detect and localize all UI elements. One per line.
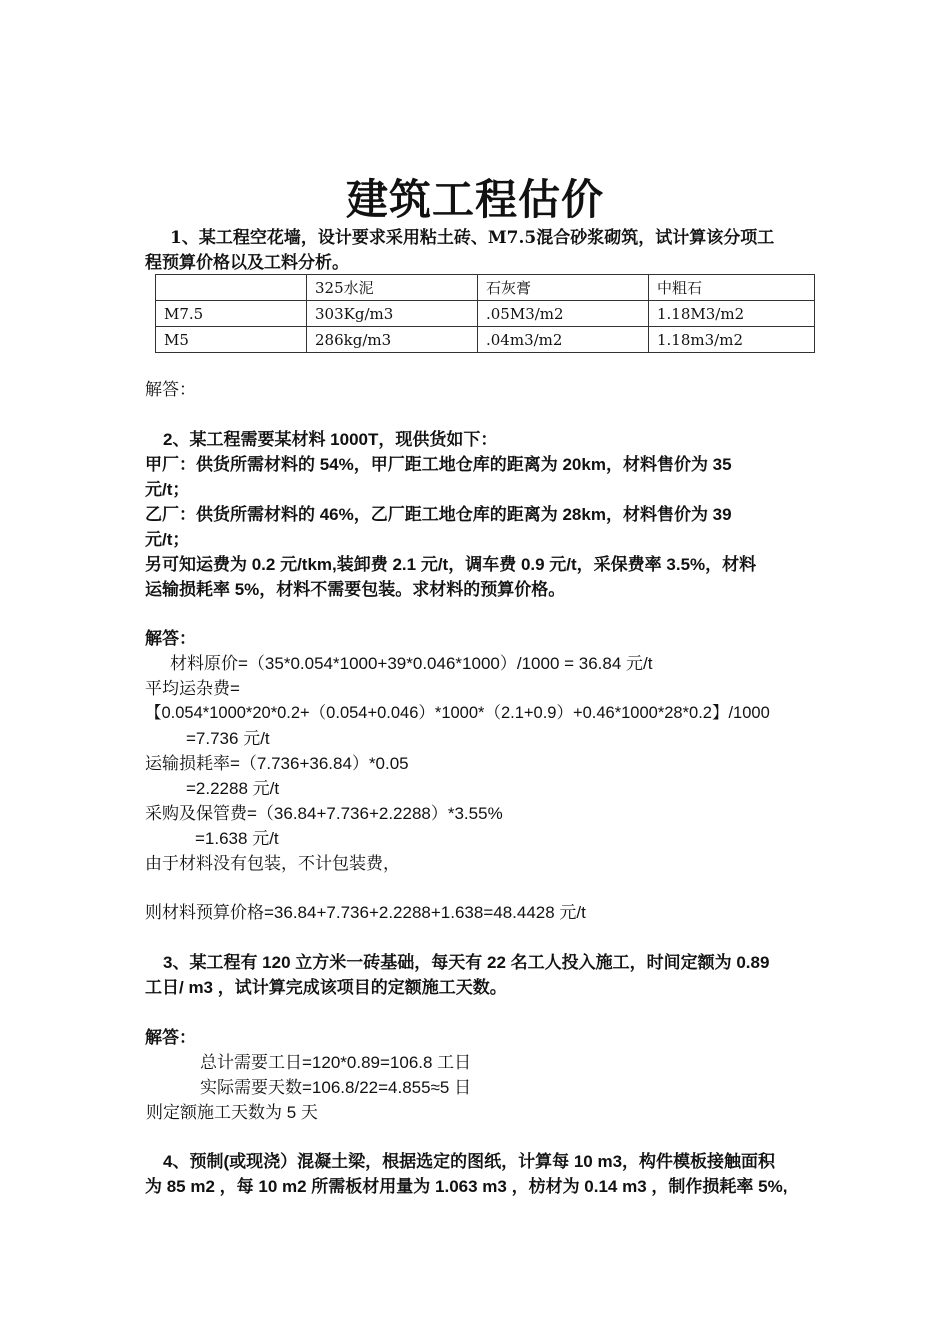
q1-answer-label: 解答： <box>145 380 196 400</box>
q2-answer-line: 运输损耗率=（7.736+36.84）*0.05 <box>145 754 409 773</box>
q3-answer-label: 解答： <box>145 1028 196 1047</box>
q3-text-line-1: 3、某工程有 120 立方米一砖基础，每天有 22 名工人投入施工，时间定额为 0.89 <box>163 953 770 972</box>
table-cell: 286kg/m3 <box>307 327 478 353</box>
table-header-cell: 中粗石 <box>649 275 815 301</box>
q2-answer-line: 则材料预算价格=36.84+7.736+2.2288+1.638=48.4428 元/t <box>145 903 586 922</box>
q2-answer-line: 采购及保管费=（36.84+7.736+2.2288）*3.55% <box>145 804 503 823</box>
q2-answer-line: 平均运杂费= <box>145 679 240 698</box>
q3-answer-line: 实际需要天数=106.8/22=4.855≈5 日 <box>200 1078 472 1097</box>
table-cell: 1.18m3/m2 <box>649 327 815 353</box>
table-cell: M7.5 <box>156 301 307 327</box>
q1-text-line-1: 1、某工程空花墙，设计要求采用粘土砖、M7.5混合砂浆砌筑，试计算该分项工 <box>170 228 775 248</box>
q2-text-line-6: 另可知运费为 0.2 元/tkm,装卸费 2.1 元/t，调车费 0.9 元/t，采保费率 3.5%，材料 <box>145 555 757 574</box>
q1-text-line-2: 程预算价格以及工料分析。 <box>145 253 349 273</box>
table-cell: 303Kg/m3 <box>307 301 478 327</box>
q2-answer-label: 解答： <box>145 629 196 648</box>
table-cell: .05M3/m2 <box>478 301 649 327</box>
q2-answer-line: =2.2288 元/t <box>186 779 280 798</box>
q2-text-line-5: 元/t； <box>145 530 190 549</box>
q2-answer-line: 材料原价=（35*0.054*1000+39*0.046*1000）/1000 = 36.84 元/t <box>170 654 653 673</box>
q2-answer-line: 由于材料没有包装，不计包装费， <box>145 854 400 873</box>
document-title: 建筑工程估价 <box>345 175 604 224</box>
table-cell: 1.18M3/m2 <box>649 301 815 327</box>
q2-text-line-4: 乙厂：供货所需材料的 46%，乙厂距工地仓库的距离为 28km，材料售价为 39 <box>145 505 732 524</box>
mix-ratio-table <box>155 274 815 353</box>
q4-text-line-1: 4、预制(或现浇）混凝土梁，根据选定的图纸，计算每 10 m3，构件模板接触面积 <box>163 1152 776 1171</box>
table-header-row <box>156 275 815 301</box>
table-header-cell: 石灰膏 <box>478 275 649 301</box>
table-header-cell: 325水泥 <box>307 275 478 301</box>
q2-text-line-3: 元/t； <box>145 480 190 499</box>
q2-answer-line: =7.736 元/t <box>186 729 270 748</box>
q2-text-line-7: 运输损耗率 5%，材料不需要包装。求材料的预算价格。 <box>145 580 566 599</box>
table-header-cell <box>156 275 307 301</box>
q3-answer-line: 总计需要工日=120*0.89=106.8 工日 <box>200 1053 472 1072</box>
q2-text-line-2: 甲厂：供货所需材料的 54%，甲厂距工地仓库的距离为 20km，材料售价为 35 <box>145 455 732 474</box>
q2-text-line-1: 2、某工程需要某材料 1000T，现供货如下： <box>163 430 498 449</box>
q3-answer-line: 则定额施工天数为 5 天 <box>146 1103 318 1122</box>
table-cell: .04m3/m2 <box>478 327 649 353</box>
table-row <box>156 301 815 327</box>
q3-text-line-2: 工日/ m3 ，试计算完成该项目的定额施工天数。 <box>145 978 507 997</box>
table-cell: M5 <box>156 327 307 353</box>
table-row <box>156 327 815 353</box>
q4-text-line-2: 为 85 m2 ，每 10 m2 所需板材用量为 1.063 m3 ，枋材为 0.14 m3 ，制作损耗率 5%, <box>145 1177 788 1196</box>
q2-answer-line: =1.638 元/t <box>195 829 279 848</box>
q2-answer-line: 【0.054*1000*20*0.2+（0.054+0.046）*1000*（2.1+0.9）+0.46*1000*28*0.2】/1000 <box>145 704 770 722</box>
